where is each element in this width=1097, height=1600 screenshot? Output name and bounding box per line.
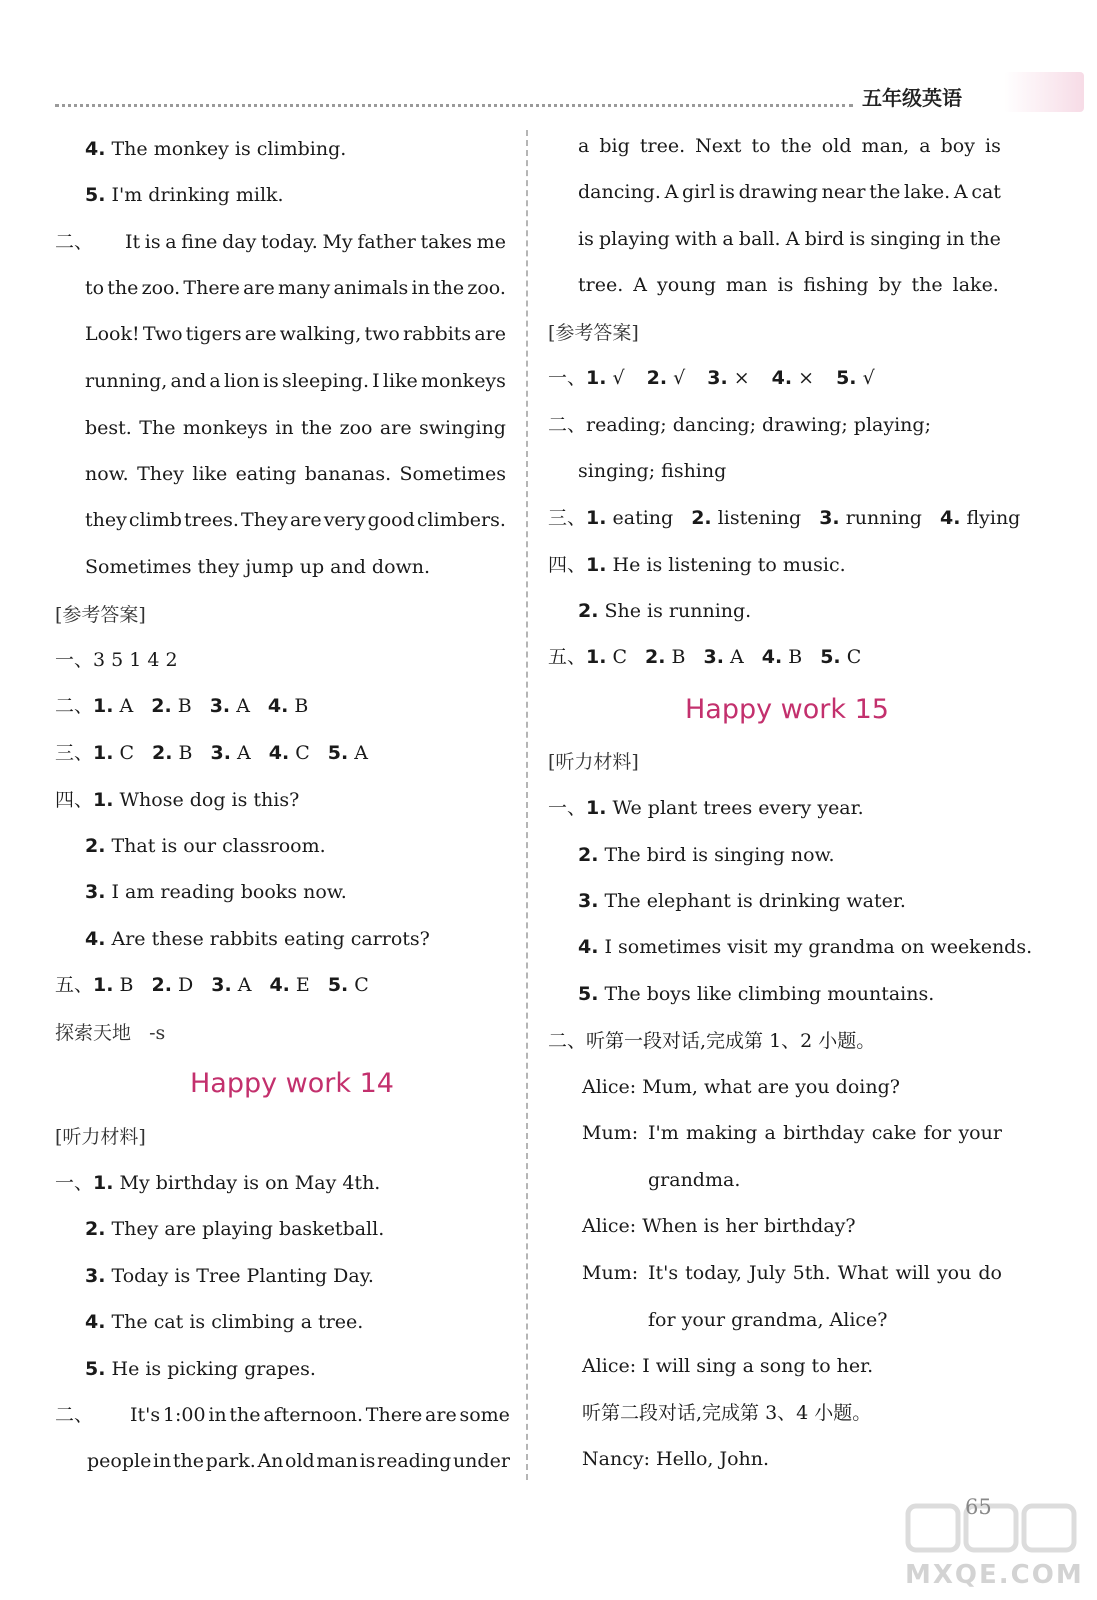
word: fine <box>181 231 218 253</box>
section-title: Happy work 15 <box>685 694 889 725</box>
dialogue-line: Nancy: Hello, John. <box>582 1448 770 1470</box>
word: the <box>172 1450 205 1472</box>
dialogue-instruction: 二、听第一段对话,完成第 1、2 小题。 <box>548 1030 876 1052</box>
word: today, <box>685 1262 742 1284</box>
word: bird <box>804 228 845 250</box>
word: near <box>821 181 866 203</box>
answer-key-tag: [参考答案] <box>548 322 639 344</box>
watermark-text: MXQE.COM <box>905 1560 1084 1590</box>
word: in <box>275 417 294 439</box>
word: Look! <box>85 323 140 345</box>
passage-line <box>578 134 1001 158</box>
word: some <box>459 1404 510 1426</box>
word: takes <box>420 231 473 253</box>
answer-line: 5. I'm drinking milk. <box>85 184 284 206</box>
word: lion <box>223 370 260 392</box>
dialogue-line: Alice: When is her birthday? <box>582 1215 856 1237</box>
word: climbers. <box>416 509 506 531</box>
answer-item: 3. A <box>209 695 250 717</box>
listening-line: 2. The bird is singing now. <box>578 844 835 866</box>
word: monkeys <box>182 417 268 439</box>
dialogue-line: Alice: Mum, what are you doing? <box>582 1076 900 1098</box>
word: monkeys <box>420 370 506 392</box>
answer-line: singing; fishing <box>578 460 727 482</box>
word: I <box>372 370 380 392</box>
answer-item: 1. B <box>93 974 134 996</box>
word: It's <box>130 1404 161 1426</box>
word: is <box>359 1450 376 1472</box>
word: park. <box>205 1450 256 1472</box>
section-title: Happy work 14 <box>190 1068 394 1099</box>
word: is <box>262 370 279 392</box>
word: they <box>85 509 127 531</box>
word: girl <box>682 181 716 203</box>
answer-line: 四、1. Whose dog is this? <box>55 789 300 811</box>
word: are <box>379 417 412 439</box>
word: 5th. <box>792 1262 831 1284</box>
passage-line <box>85 416 506 440</box>
answer-item: 2. listening <box>691 507 802 529</box>
word: bananas. <box>304 463 392 485</box>
word: are <box>243 277 275 299</box>
word: in <box>208 1404 227 1426</box>
word: for <box>923 1122 952 1144</box>
answer-item: 4. × <box>771 367 815 389</box>
answer-item: 3. A <box>210 742 251 764</box>
word: a <box>209 370 221 392</box>
word: I'm <box>648 1122 679 1144</box>
passage-line <box>130 1403 510 1427</box>
word: A <box>953 181 968 203</box>
word: to <box>85 277 105 299</box>
word: climb <box>128 509 182 531</box>
answer-line: 一、1. √ 2. √ 3. × 4. × 5. √ <box>548 367 875 389</box>
dialogue-line: for your grandma, Alice? <box>648 1309 888 1331</box>
word: A <box>785 228 800 250</box>
word: are <box>244 323 277 345</box>
word: A <box>664 181 679 203</box>
word: rabbits <box>402 323 472 345</box>
word: running, <box>85 370 168 392</box>
word: father <box>357 231 416 253</box>
listening-material-tag: [听力材料] <box>548 751 639 773</box>
answer-item: 5. C <box>327 974 369 996</box>
word: me <box>476 231 506 253</box>
word: a <box>722 228 734 250</box>
word: 1:00 <box>162 1404 206 1426</box>
word: sleeping. <box>281 370 369 392</box>
word: birthday <box>783 1122 865 1144</box>
word: a <box>919 135 931 157</box>
word: My <box>322 231 353 253</box>
word: July <box>748 1262 786 1284</box>
answer-item: 4. flying <box>939 507 1021 529</box>
section-number: 二、 <box>55 231 94 253</box>
answer-item: 2. B <box>152 742 193 764</box>
word: Sometimes <box>399 463 506 485</box>
passage-line: Sometimes they jump up and down. <box>85 556 431 578</box>
word: making <box>685 1122 758 1144</box>
answer-item: 4. B <box>761 646 803 668</box>
dialogue-line: Alice: I will sing a song to her. <box>582 1355 874 1377</box>
word: now. <box>85 463 129 485</box>
word: tree. <box>639 135 686 157</box>
word: playing <box>599 228 670 250</box>
answer-item: 1. C <box>93 742 135 764</box>
answer-line: 四、1. He is listening to music. <box>548 554 846 576</box>
word: It's <box>648 1262 679 1284</box>
answer-item: 2. D <box>151 974 194 996</box>
listening-line: 5. The boys like climbing mountains. <box>578 983 935 1005</box>
listening-line: 3. Today is Tree Planting Day. <box>85 1265 374 1287</box>
answer-line: 一、3 5 1 4 2 <box>55 649 178 671</box>
listening-line: 4. The cat is climbing a tree. <box>85 1311 364 1333</box>
word: under <box>452 1450 510 1472</box>
word: What <box>837 1262 889 1284</box>
word: a <box>165 231 177 253</box>
word: Two <box>142 323 183 345</box>
passage-line <box>125 230 506 254</box>
word: like <box>382 370 418 392</box>
word: The <box>139 417 176 439</box>
answer-item: 4. E <box>269 974 310 996</box>
answer-line: 二、1. A 2. B 3. A 4. B <box>55 695 309 717</box>
answer-item: 4. C <box>268 742 310 764</box>
listening-line: 5. He is picking grapes. <box>85 1358 316 1380</box>
page-header-title: 五年级英语 <box>862 86 962 110</box>
word: It <box>125 231 141 253</box>
answer-item: 5. C <box>820 646 862 668</box>
word: dancing. <box>578 181 661 203</box>
word: singing <box>870 228 942 250</box>
answer-line: 二、reading; dancing; drawing; playing; <box>548 414 931 436</box>
word: are <box>425 1404 457 1426</box>
passage-line <box>578 227 1001 251</box>
dialogue-instruction: 听第二段对话,完成第 3、4 小题。 <box>582 1402 872 1424</box>
answer-item: 5. A <box>327 742 368 764</box>
word: a <box>764 1122 776 1144</box>
word: are <box>289 509 322 531</box>
answer-item: 5. √ <box>836 367 875 389</box>
listening-line: 4. I sometimes visit my grandma on weekends. <box>578 936 1033 958</box>
dialogue-speaker: Mum: <box>582 1122 639 1144</box>
answer-item: 1. C <box>586 646 628 668</box>
word: is <box>849 228 866 250</box>
word: trees. <box>183 509 239 531</box>
word: with <box>674 228 718 250</box>
word: best. <box>85 417 132 439</box>
listening-line: 一、1. We plant trees every year. <box>548 797 864 819</box>
word: today. <box>260 231 318 253</box>
word: tigers <box>185 323 242 345</box>
word: people <box>87 1450 152 1472</box>
word: good <box>367 509 415 531</box>
dialogue-line: grandma. <box>648 1169 741 1191</box>
passage-line <box>85 508 506 532</box>
word: is <box>578 228 594 250</box>
page-number: 65 <box>965 1495 992 1519</box>
word: drawing <box>738 181 818 203</box>
word: the <box>107 277 139 299</box>
answer-line: 3. I am reading books now. <box>85 881 347 903</box>
word: the <box>301 417 333 439</box>
word: your <box>958 1122 1002 1144</box>
word: you <box>936 1262 972 1284</box>
word: afternoon. <box>263 1404 364 1426</box>
word: will <box>895 1262 930 1284</box>
answer-item: 3. A <box>703 646 744 668</box>
listening-material-tag: [听力材料] <box>55 1126 146 1148</box>
word: old <box>285 1450 315 1472</box>
word: the <box>969 228 1001 250</box>
listening-line: 3. The elephant is drinking water. <box>578 890 906 912</box>
word: There <box>365 1404 423 1426</box>
word: cake <box>871 1122 917 1144</box>
answer-item: 3. A <box>211 974 252 996</box>
answer-key-tag: [参考答案] <box>55 604 146 626</box>
word: cat <box>971 181 1001 203</box>
word: is <box>719 181 735 203</box>
dialogue-speaker: Mum: <box>582 1262 639 1284</box>
word: day <box>222 231 257 253</box>
answer-item: 2. B <box>645 646 686 668</box>
word: There <box>183 277 240 299</box>
answer-line: 4. Are these rabbits eating carrots? <box>85 928 430 950</box>
word: ball. <box>738 228 781 250</box>
passage-line <box>578 180 1001 204</box>
passage-line <box>87 1449 510 1473</box>
word: big <box>599 135 630 157</box>
word: Next <box>695 135 742 157</box>
listening-line: 一、1. My birthday is on May 4th. <box>55 1172 381 1194</box>
word: and <box>170 370 207 392</box>
answer-line: 2. She is running. <box>578 600 752 622</box>
section-number: 二、 <box>55 1404 94 1426</box>
header-decoration <box>1004 72 1084 112</box>
header-dotted-rule <box>55 104 853 107</box>
word: swinging <box>419 417 506 439</box>
word: They <box>241 509 288 531</box>
column-divider <box>526 130 528 1480</box>
word: a <box>578 135 590 157</box>
answer-item: 1. √ <box>586 367 625 389</box>
word: man, <box>861 135 910 157</box>
answer-item: 2. B <box>151 695 192 717</box>
word: eating <box>235 463 297 485</box>
answer-line: 三、1. C 2. B 3. A 4. C 5. A <box>55 742 368 764</box>
answer-item: 4. B <box>267 695 309 717</box>
answer-line: 五、1. B 2. D 3. A 4. E 5. C <box>55 974 369 996</box>
passage-line <box>85 369 506 393</box>
answer-line: 2. That is our classroom. <box>85 835 326 857</box>
word: They <box>137 463 184 485</box>
answer-line: 三、1. eating 2. listening 3. running 4. flying <box>548 507 1021 529</box>
word: like <box>192 463 228 485</box>
word: man <box>316 1450 358 1472</box>
answer-item: 1. A <box>93 695 134 717</box>
word: in <box>152 1450 172 1472</box>
word: are <box>474 323 506 345</box>
word: very <box>323 509 366 531</box>
word: zoo. <box>141 277 181 299</box>
word: the <box>433 277 465 299</box>
dialogue-line <box>648 1121 1002 1145</box>
word: walking, <box>279 323 362 345</box>
answer-line: 五、1. C 2. B 3. A 4. B 5. C <box>548 646 862 668</box>
dialogue-line <box>648 1261 1002 1285</box>
passage-line <box>85 322 506 346</box>
word: two <box>364 323 400 345</box>
answer-item: 3. running <box>819 507 922 529</box>
answer-item: 2. √ <box>646 367 686 389</box>
listening-line: 2. They are playing basketball. <box>85 1218 385 1240</box>
word: the <box>229 1404 261 1426</box>
word: lake. <box>904 181 951 203</box>
word: to <box>751 135 771 157</box>
explore-section: 探索天地 -s <box>55 1022 166 1044</box>
answer-line: 4. The monkey is climbing. <box>85 138 347 160</box>
word: in <box>946 228 965 250</box>
word: the <box>869 181 901 203</box>
word: many <box>277 277 331 299</box>
word: reading <box>377 1450 452 1472</box>
word: zoo <box>339 417 373 439</box>
answer-item: 1. eating <box>586 507 674 529</box>
word: the <box>780 135 812 157</box>
word: is <box>985 135 1001 157</box>
word: in <box>411 277 430 299</box>
word: do <box>978 1262 1002 1284</box>
word: boy <box>940 135 975 157</box>
word: is <box>144 231 161 253</box>
passage-line <box>85 276 506 300</box>
passage-line: tree. A young man is fishing by the lake. <box>578 274 999 296</box>
word: An <box>257 1450 284 1472</box>
passage-line <box>85 462 506 486</box>
answer-item: 3. × <box>707 367 750 389</box>
word: animals <box>333 277 409 299</box>
word: old <box>821 135 852 157</box>
word: zoo. <box>467 277 506 299</box>
